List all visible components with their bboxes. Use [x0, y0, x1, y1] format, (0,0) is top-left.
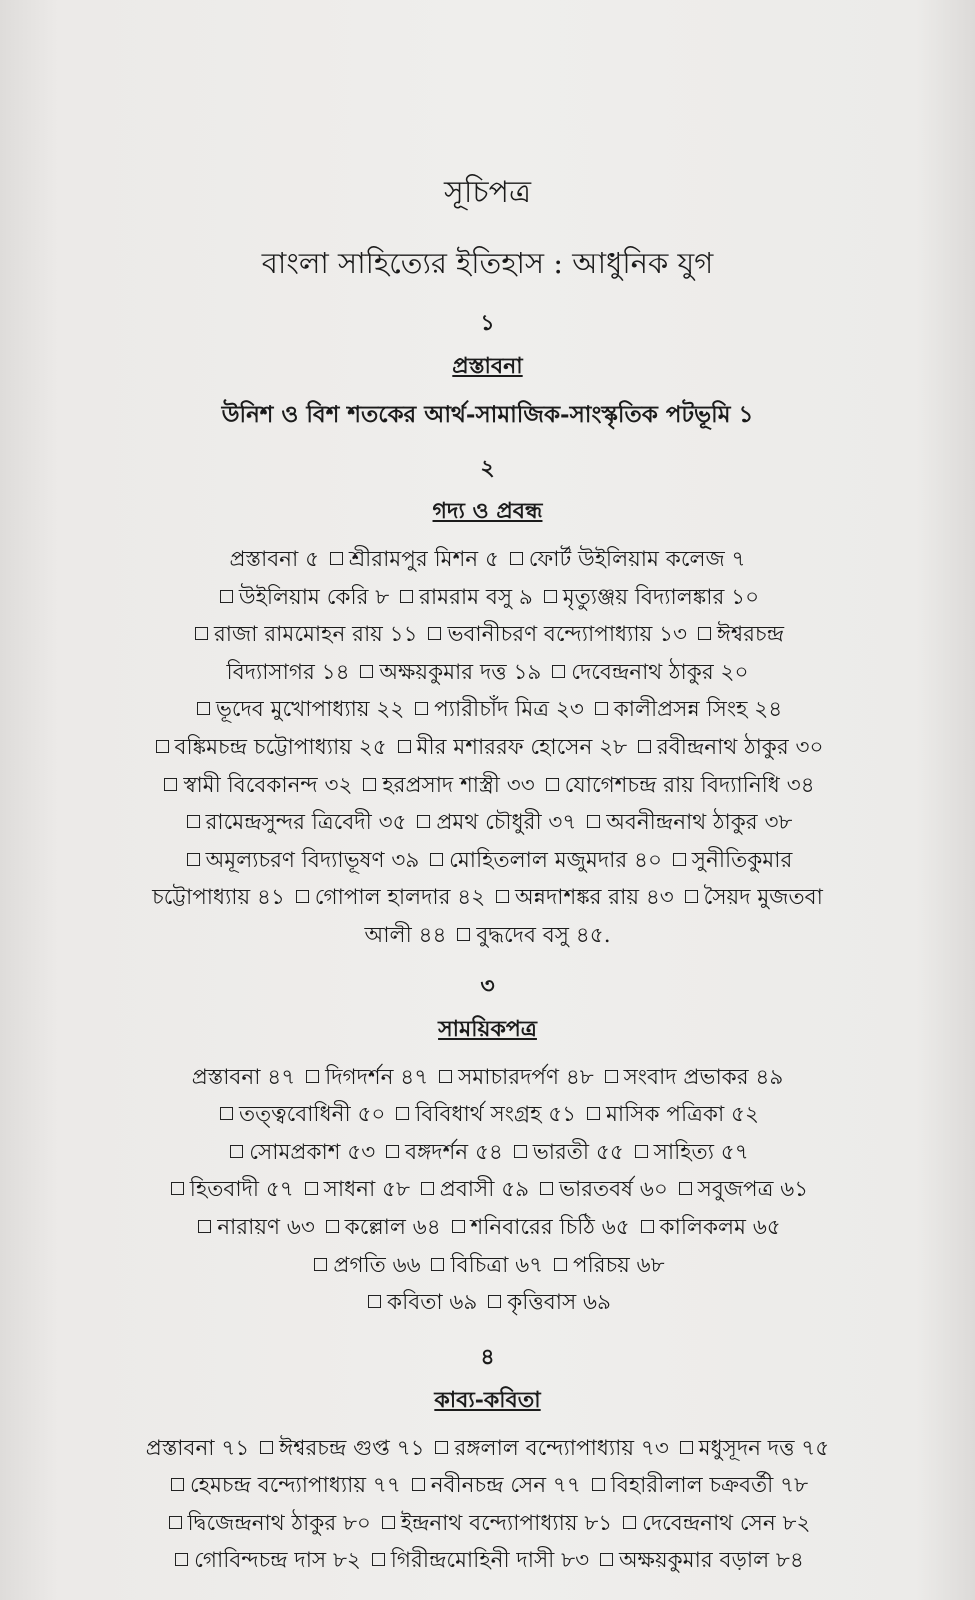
square-bullet-icon — [187, 853, 200, 866]
square-bullet-icon — [496, 890, 509, 903]
page-title: সূচিপত্র — [444, 175, 531, 210]
toc-entry: অমূল্যচরণ বিদ্যাভূষণ ৩৯ — [205, 847, 420, 873]
toc-entry: প্রস্তাবনা ৪৭ — [191, 1064, 296, 1090]
square-bullet-icon — [195, 627, 208, 640]
square-bullet-icon — [360, 665, 373, 678]
toc-entry: আলী ৪৪ — [364, 922, 447, 948]
toc-entry: অক্ষয়কুমার বড়াল ৮৪ — [618, 1548, 804, 1574]
toc-line — [60, 1096, 915, 1134]
square-bullet-icon — [230, 1145, 243, 1158]
square-bullet-icon — [552, 665, 565, 678]
toc-entry: রবীন্দ্রনাথ ঠাকুর ৩০ — [656, 734, 824, 760]
square-bullet-icon — [296, 890, 309, 903]
square-bullet-icon — [587, 815, 600, 828]
toc-entry: বুদ্ধদেব বসু ৪৫. — [476, 922, 611, 948]
toc-entry: গোপাল হালদার ৪২ — [314, 885, 486, 911]
toc-entry: অবনীন্দ্রনাথ ঠাকুর ৩৮ — [606, 810, 793, 836]
toc-entry: বিহারীলাল চক্রবর্তী ৭৮ — [610, 1473, 809, 1499]
square-bullet-icon — [368, 1295, 381, 1308]
square-bullet-icon — [435, 1441, 448, 1454]
toc-entry: গোবিন্দচন্দ্র দাস ৮২ — [194, 1548, 361, 1574]
toc-line — [60, 691, 915, 729]
square-bullet-icon — [164, 778, 177, 791]
toc-line — [60, 1430, 915, 1468]
square-bullet-icon — [428, 627, 441, 640]
entry-list — [60, 1430, 915, 1580]
toc-entry: বিচিত্রা ৬৭ — [450, 1252, 544, 1278]
toc-entry: বঙ্গদর্শন ৫৪ — [405, 1139, 503, 1165]
entry-list — [60, 1059, 915, 1322]
square-bullet-icon — [421, 1182, 434, 1195]
toc-entry: গিরীন্দ্রমোহিনী দাসী ৮৩ — [390, 1548, 590, 1574]
toc-line — [60, 917, 915, 955]
toc-entry: যোগেশচন্দ্র রায় বিদ্যানিধি ৩৪ — [564, 772, 815, 798]
toc-entry: বঙ্কিমচন্দ্র চট্টোপাধ্যায় ২৫ — [174, 734, 387, 760]
square-bullet-icon — [415, 702, 428, 715]
toc-line — [60, 729, 915, 767]
square-bullet-icon — [554, 1258, 567, 1271]
square-bullet-icon — [412, 1478, 425, 1491]
toc-entry: দ্বিজেন্দ্রনাথ ঠাকুর ৮০ — [187, 1510, 371, 1536]
square-bullet-icon — [220, 1107, 233, 1120]
square-bullet-icon — [592, 1478, 605, 1491]
toc-entry: রামেন্দ্রসুন্দর ত্রিবেদী ৩৫ — [205, 810, 407, 836]
toc-entry: শ্রীরামপুর মিশন ৫ — [348, 547, 499, 572]
toc-line — [60, 1134, 915, 1172]
section-number: ১ — [480, 310, 495, 336]
square-bullet-icon — [514, 1145, 527, 1158]
section-number: ৪ — [480, 1343, 495, 1370]
square-bullet-icon — [363, 778, 376, 791]
square-bullet-icon — [330, 552, 343, 565]
toc-entry: প্রগতি ৬৬ — [333, 1252, 421, 1278]
toc-entry: প্রস্তাবনা ৫ — [229, 547, 320, 572]
square-bullet-icon — [197, 702, 210, 715]
toc-entry: ভূদেব মুখোপাধ্যায় ২২ — [215, 697, 405, 723]
square-bullet-icon — [326, 1220, 339, 1233]
square-bullet-icon — [540, 1182, 553, 1195]
toc-entry: রামরাম বসু ৯ — [419, 584, 533, 610]
square-bullet-icon — [679, 1182, 692, 1195]
square-bullet-icon — [396, 1107, 409, 1120]
square-bullet-icon — [314, 1258, 327, 1271]
square-bullet-icon — [398, 740, 411, 753]
toc-entry: দেবেন্দ্রনাথ সেন ৮২ — [642, 1510, 811, 1536]
square-bullet-icon — [260, 1441, 273, 1454]
square-bullet-icon — [623, 1516, 636, 1529]
toc-line — [60, 1171, 915, 1209]
square-bullet-icon — [457, 928, 470, 941]
section-heading: প্রস্তাবনা — [452, 353, 523, 379]
toc-entry: নারায়ণ ৬৩ — [217, 1214, 315, 1240]
square-bullet-icon — [587, 1107, 600, 1120]
toc-line — [60, 879, 915, 917]
toc-line — [60, 767, 915, 805]
toc-entry: নবীনচন্দ্র সেন ৭৭ — [430, 1473, 581, 1499]
square-bullet-icon — [400, 590, 413, 603]
square-bullet-icon — [635, 1145, 648, 1158]
square-bullet-icon — [544, 590, 557, 603]
toc-line — [60, 804, 915, 842]
square-bullet-icon — [156, 740, 169, 753]
toc-entry: দেবেন্দ্রনাথ ঠাকুর ২০ — [571, 659, 749, 685]
toc-entry: অক্ষয়কুমার দত্ত ১৯ — [379, 659, 542, 685]
toc-entry: সোমপ্রকাশ ৫৩ — [249, 1139, 376, 1165]
toc-entry: অন্নদাশঙ্কর রায় ৪৩ — [515, 885, 674, 911]
square-bullet-icon — [439, 1070, 452, 1083]
toc-entry: প্রস্তাবনা ৭১ — [145, 1435, 250, 1461]
square-bullet-icon — [595, 702, 608, 715]
toc-entry: শনিবারের চিঠি ৬৫ — [470, 1214, 630, 1240]
toc-entry: বিদ্যাসাগর ১৪ — [226, 659, 350, 685]
toc-line — [60, 1247, 915, 1285]
section-heading: কাব্য-কবিতা — [434, 1386, 541, 1413]
square-bullet-icon — [673, 853, 686, 866]
toc-entry: উইলিয়াম কেরি ৮ — [238, 584, 390, 610]
toc-entry: কৃত্তিবাস ৬৯ — [507, 1290, 611, 1316]
toc-line — [60, 579, 915, 617]
toc-entry: প্যারীচাঁদ মিত্র ২৩ — [434, 697, 584, 723]
square-bullet-icon — [680, 1441, 693, 1454]
toc-entry: মাসিক পত্রিকা ৫২ — [605, 1102, 759, 1128]
toc-entry: মোহিতলাল মজুমদার ৪০ — [449, 847, 662, 873]
square-bullet-icon — [488, 1295, 501, 1308]
toc-entry: ঈশ্বরচন্দ্র গুপ্ত ৭১ — [279, 1435, 425, 1461]
square-bullet-icon — [546, 778, 559, 791]
toc-line — [60, 1059, 915, 1097]
toc-line — [60, 616, 915, 654]
square-bullet-icon — [171, 1478, 184, 1491]
toc-line — [60, 1542, 915, 1580]
entry-list — [60, 541, 915, 955]
square-bullet-icon — [169, 1516, 182, 1529]
toc-entry: কল্লোল ৬৪ — [344, 1214, 441, 1240]
toc-entry: চট্টোপাধ্যায় ৪১ — [152, 885, 285, 911]
toc-entry: কালিকলম ৬৫ — [659, 1214, 781, 1240]
square-bullet-icon — [698, 627, 711, 640]
toc-entry: ভবানীচরণ বন্দ্যোপাধ্যায় ১৩ — [447, 622, 688, 648]
square-bullet-icon — [510, 552, 523, 565]
toc-entry: প্রবাসী ৫৯ — [439, 1177, 530, 1203]
section-number: ৩ — [480, 972, 495, 999]
square-bullet-icon — [430, 853, 443, 866]
toc-line — [60, 1209, 915, 1247]
square-bullet-icon — [187, 815, 200, 828]
square-bullet-icon — [372, 1553, 385, 1566]
square-bullet-icon — [600, 1553, 613, 1566]
toc-entry: স্বামী বিবেকানন্দ ৩২ — [183, 772, 353, 798]
toc-entry: প্রমথ চৌধুরী ৩৭ — [436, 810, 577, 836]
toc-entry: মধুসূদন দত্ত ৭৫ — [698, 1435, 830, 1461]
toc-line — [60, 1284, 915, 1322]
toc-line — [60, 842, 915, 880]
toc-entry: সাহিত্য ৫৭ — [653, 1139, 749, 1165]
toc-entry: দিগদর্শন ৪৭ — [325, 1064, 429, 1090]
toc-entry: সৈয়দ মুজতবা — [703, 885, 823, 911]
toc-entry: ভারতী ৫৫ — [532, 1139, 624, 1165]
toc-entry: সাধনা ৫৮ — [323, 1177, 410, 1203]
toc-entry: ইন্দ্রনাথ বন্দ্যোপাধ্যায় ৮১ — [400, 1510, 613, 1536]
toc-entry: তত্ত্ববোধিনী ৫০ — [239, 1102, 386, 1128]
square-bullet-icon — [306, 1070, 319, 1083]
square-bullet-icon — [417, 815, 430, 828]
toc-line — [60, 1505, 915, 1543]
square-bullet-icon — [198, 1220, 211, 1233]
toc-entry: সবুজপত্র ৬১ — [697, 1177, 809, 1203]
section-number: ২ — [480, 455, 495, 481]
toc-entry: সংবাদ প্রভাকর ৪৯ — [623, 1064, 784, 1090]
toc-entry: পরিচয় ৬৮ — [573, 1252, 665, 1278]
square-bullet-icon — [220, 590, 233, 603]
toc-line — [60, 541, 915, 579]
square-bullet-icon — [605, 1070, 618, 1083]
toc-entry: মীর মশাররফ হোসেন ২৮ — [416, 734, 628, 760]
toc-entry: ঈশ্বরচন্দ্র — [716, 622, 784, 648]
toc-entry: ভারতবর্ষ ৬০ — [558, 1177, 668, 1203]
square-bullet-icon — [431, 1258, 444, 1271]
toc-entry: মৃত্যুঞ্জয় বিদ্যালঙ্কার ১০ — [562, 584, 760, 610]
toc-entry: ফোর্ট উইলিয়াম কলেজ ৭ — [528, 547, 746, 572]
toc-entry: রঙ্গলাল বন্দ্যোপাধ্যায় ৭৩ — [454, 1435, 669, 1461]
toc-entry: হিতবাদী ৫৭ — [189, 1177, 294, 1203]
square-bullet-icon — [175, 1553, 188, 1566]
toc-entry: সুনীতিকুমার — [691, 847, 793, 873]
book-subtitle: বাংলা সাহিত্যের ইতিহাস : আধুনিক যুগ — [261, 246, 714, 280]
square-bullet-icon — [171, 1182, 184, 1195]
square-bullet-icon — [305, 1182, 318, 1195]
section-heading: সাময়িকপত্র — [438, 1015, 537, 1042]
toc-line — [60, 654, 915, 692]
table-of-contents — [60, 168, 915, 1594]
square-bullet-icon — [386, 1145, 399, 1158]
toc-line — [60, 1467, 915, 1505]
toc-entry: কবিতা ৬৯ — [387, 1290, 478, 1316]
square-bullet-icon — [638, 740, 651, 753]
toc-entry: হেমচন্দ্র বন্দ্যোপাধ্যায় ৭৭ — [189, 1473, 401, 1499]
square-bullet-icon — [641, 1220, 654, 1233]
toc-entry: কালীপ্রসন্ন সিংহ ২৪ — [613, 697, 783, 723]
square-bullet-icon — [382, 1516, 395, 1529]
square-bullet-icon — [452, 1220, 465, 1233]
section-heading: গদ্য ও প্রবন্ধ — [432, 498, 543, 524]
toc-entry: হরপ্রসাদ শাস্ত্রী ৩৩ — [382, 772, 535, 798]
toc-entry: সমাচারদর্পণ ৪৮ — [458, 1064, 594, 1090]
section-subheading: উনিশ ও বিশ শতকের আর্থ-সামাজিক-সাংস্কৃতিক পটভূমি ১ — [221, 401, 754, 428]
toc-entry: বিবিধার্থ সংগ্রহ ৫১ — [415, 1102, 577, 1128]
toc-entry: রাজা রামমোহন রায় ১১ — [213, 622, 418, 648]
square-bullet-icon — [685, 890, 698, 903]
